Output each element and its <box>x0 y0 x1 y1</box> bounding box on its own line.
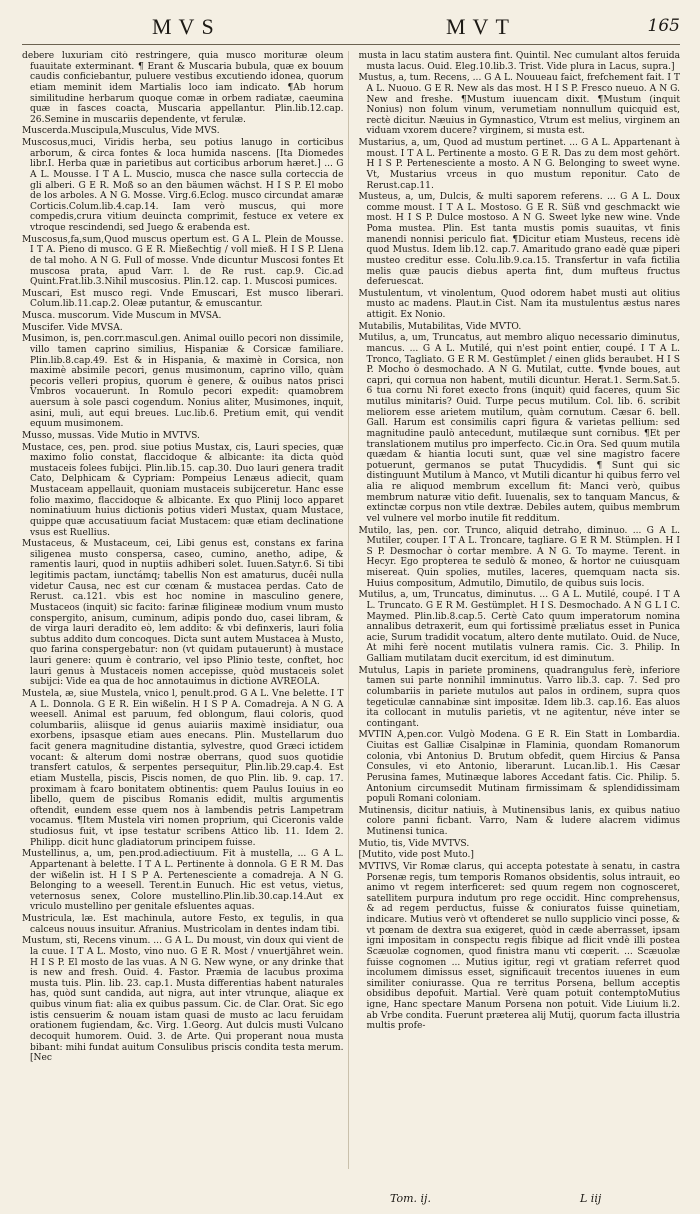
dictionary-entry: Mustaceus, & Mustaceum, cei, Libi genus est, constans ex farina siligenea musto conspersa, caseo, cumino, anetho, adipe, & ramentis lauri, quod in nuptiis adhiberi solet. Iuuen.Satyr.6. Si tibi legitimis pactam, iunctámq; tabellis Non est amaturus, ducêi nulla videtur Causa, nec est cur cœnam & mustacea perdas. Cato de Rerust. ca.121. vbis est hoc nomine in masculino genere, Mustaceos (inquit) sic facito: farinæ filigineæ modium vnum musto conspergito, anisum, cuminum, adipis pondo duo, casei libram, & de virga lauri deradito eò, lem addito: & vbi definxeris, lauri folia subtus addito dum concoques. Dicta sunt autem Mustacea à Musto, quo farina conspergebatur: non (vt quidam putauerunt) à mustace lauri genere: quum è contrario, vel ipso Plinio teste, conftet, hoc lauri genus à Mustaceis nomen accepisse, quòd mustaceis solet subijci: Vide ea qua de hoc annotauimus in dictione AVREOLA. <box>22 539 344 688</box>
dictionary-entry: Mustricula, læ. Est machinula, autore Festo, ex tegulis, in qua calceus nouus insuitur. Afranius. Mustricolam in dentes indam tibi. <box>22 914 344 935</box>
page-number: 165 <box>647 16 680 36</box>
dictionary-entry: Mustulentum, vt vinolentum, Quod odorem habet musti aut olitius musto ac madens. Plaut.in Cist. Nam ita mustulentus æstus nares attigit. Ex Nonio. <box>358 288 680 320</box>
dictionary-entry: Muscifer. Vide MVSA. <box>22 322 123 333</box>
right-column <box>359 51 681 1169</box>
dictionary-entry: Musso, mussas. Vide Mutio in MVTVS. <box>22 430 200 441</box>
dictionary-entry: Muscari, Est musco regi. Vnde Emuscari, Est musco liberari. Colum.lib.11.cap.2. Oleæ putantur, & emuscantur. <box>22 288 344 310</box>
header-left-word: MVS <box>152 14 221 39</box>
text-columns <box>22 51 680 1169</box>
dictionary-entry: Mutabilis, Mutabilitas, Vide MVTO. <box>358 321 522 332</box>
dictionary-entry: [Mutito, vide post Muto.] <box>358 850 474 861</box>
header-right-word: MVT <box>446 14 516 39</box>
dictionary-entry: MVTIN A,pen.cor. Vulgò Modena. G E R. Ein Statt in Lombardia. Ciuitas est Galliæ Cisalpinæ in Flaminia, quondam Romanorum colonia, vbi Antonius D. Brutum obfedit, quem Hircius & Pansa Consules, vi eto Antonio, liberarunt. Lucan.lib.1. His Cæsar Perusina fames, Mutinæque labores Accedant fatis. Cic. Philip. 5. Antonium circumsedit Mutinam firmissimam & splendidissimam populi Romani coloniam. <box>358 730 680 805</box>
dictionary-entry: Mutulus, Lapis in pariete prominens, quadrangulus ferè, inferiore tamen sui parte nonnihil imminutus. Varro lib.3. cap. 7. Sed pro columbariis in pariete mutulos aut palos in ordinem, supra quos tegeticulæ cannabinæ sint impositæ. Idem lib.3. cap.16. Eas aluos ita collocant in mutulis parietis, vt ne agitentur, néve inter se contingant. <box>358 665 680 729</box>
dictionary-entry: Mutilus, a, um, Truncatus, aut membro aliquo necessario diminutus, mancus. ... G A L. Mutilé, qui n'est point entier, coupé. I T A L. Tronco, Tagliato. G E R M. Gestümplet / einen glids beraubet. H I S P. Mocho ò desmochado. A N G. Mutilat, cutte. ¶vnde boues, aut capri, qui cornua non habent, mutili dicuntur. Herat.1. Serm.Sat.5. 6 tua cornu Ni foret execto frons (inquit) quid faceres, quum Sic mutilus minitaris? Ouid. Turpe pecus mutilum. Col. lib. 6. scribit meliorem esse arietem mutilum, quàm cornutum. Cæsar 6. bell. Gall. Harum est consimilis capri figura & varietas pellium: sed magnitudine paulò antecedunt, mutilæque sunt cornibus. ¶Et per translationem mutilus pro imperfecto. Cic.in Ora. Sed quum mutila quædam & hiantia locuti sunt, quæ vel sine magistro facere potuerunt, germanos se putat Thucydidis. ¶ Sunt qui sic distinguunt Mutilum à Manco, vt Mutili dicantur hi quibus ferro vel alia re aliquod membrum excellum fit: Manci verò, quibus membrum naturæ vitio defit. Iuuenalis, sex to tanquam Mancus, & extinctæ corpus non vtile dextræ. Debiles autem, quibus membrum vel vulnere vel morbo inutile fit redditum. <box>358 333 680 524</box>
dictionary-entry: Muscosus,muci, Viridis herba, seu potius lanugo in corticibus arborum, & circa fontes & loca humida nascens. [Ita Diomedes libr.I. Herba quæ in parietibus aut corticibus arborum hæret.] ... G A L. Mousse. I T A L. Muscio, musca che nasce sulla corteccia de gli alberi. G E R. Moß so an den bäumen wächst. H I S P. El mobo de los arboles. A N G. Mosse. Virg.6.Eclog. musco circundat amaræ Corticis.Colum.lib.4.cap.14. Iam verò muscus, qui more compedis,crura vitium deuincta comprimit, festuce ex vetere ex vtroque rescindendi, sed Juego & erabenda est. <box>22 138 344 233</box>
dictionary-entry: Mustus, a, tum. Recens, ... G A L. Nouueau faict, frefchement fait. I T A L. Nuouo. G E R. New als das most. H I S P. Fresco nueuo. A N G. New and freshe. ¶Mustum iuuencam dixit. ¶Mustum (inquit Nonius) non folum vinum, verumetiam nonnullum quicquid est, rectè dicitur. Næuius in Gymnastico, Vtrum est melius, virginem an viduam vxorem ducere? virginem, si musta est. <box>358 73 680 137</box>
dictionary-entry: Mutinensis, dicitur natiuis, à Mutinensibus lanis, ex quibus natiuo colore panni ficbant. Varro, Nam & ludere alacrem vidimus Mutinensi tunica. <box>358 805 680 837</box>
dictionary-entry: MVTIVS, Vir Romæ clarus, qui accepta potestate à senatu, in castra Porsenæ regis, tum temporis Romanos obsidentis, solus intrauit, eo animo vt regem interficeret: sed quum regem non cognosceret, satellitem purpura indutum pro rege occidit. Hinc comprehensus, & ad regem perductus, fuisse & coniuratos fuisse quinetiam, indicare. Mutius verò vt oftenderet se nullo supplicio vinci posse, & vt pœnam de dextra sua exigeret, quòd in cæde aberrasset, ipsam igni impositam in conspectu regis fibique ad flicit vndè illi postea Scæuolæ cognomen, quod finistra manu vti cœperit. ... Scæuolæ fuisse cognomen ... Mutius igitur, regi vt gratiam referret quod incolumem dimissus esset, significauit trecentos iuuenes in eum similiter coniurasse. Qua re territus Porsena, bellum acceptis obsidibus depofuit. Martial. Verè quam potuit contemptoMutius igne, Hanc spectare Manum Porsena non potuit. Vide Liuium li.2. ab Vrbe condita. Fuerunt præterea alij Mutij, quorum facta illustria multis profe- <box>358 861 680 1032</box>
dictionary-entry: Mustum, sti, Recens vinum. ... G A L. Du moust, vin doux qui vient de la cuue. I T A L. Mosto, vino nuo. G E R. Most / vnuertjähret wein. H I S P. El mosto de las vuas. A N G. New wyne, or any drinke that is new and fresh. Ouid. 4. Fastor. Præmia de lacubus proxima musta tuis. Plin. lib. 23. cap.1. Musta differentias habent naturales has, quòd sunt candida, aut nigra, aut inter vtrunque, aliaque ex quibus vinum fiat: alia ex quibus passum. Cic. de Clar. Orat. Sic ego istis censuerim & nouam istam quasi de musto ac lacu feruidam orationem fugiendam, &c. Virg. 1.Georg. Aut dulcis musti Vulcano decoquit humorem. Ouid. 3. de Arte. Qui properant noua musta bibant: mihi fundat auitum Consulibus priscis condita testa merum. [Nec <box>22 936 344 1064</box>
dictionary-entry: Musimon, is, pen.corr.mascul.gen. Animal ouillo pecori non dissimile, villo tamen caprino similius, Hispaniæ & Corsicæ familiare. Plin.lib.8.cap.49. Est & in Hispania, & maximè in Corsica, non maximè absimile pecori, genus musimonum, caprino villo, quàm pecoris velleri propius, quorum è genere, & ouibus natos prisci Vmbros vocauerunt. In Romulo pecori expedit: quamobrem auersum à sole pasci cogendum. Nonius aliter, Musimones, inquit, asini, muli, aut equi breues. Luc.lib.6. Pretium emit, qui vendit equum musimonem. <box>22 334 344 430</box>
dictionary-entry: musta in lacu statim austera fint. Quintil. Nec cumulant altos feruida musta lacus. Ouid. Eleg.10.lib.3. Trist. Vide plura in Lacus, supra.] <box>358 51 680 72</box>
dictionary-entry: debere luxuriam citò restringere, quia musco morituræ oleum fuauitate exterminant. ¶ Erant & Muscaria bubula, quæ ex bouum caudis conficiebantur, puluere vestibus excutiendo idonea, quorum etiam meminit idem Martialis loco iam indicato. ¶Ab horum similitudine herbarum quoque comæ in orbem radiatæ, caeumina quæ in fasces coacta, Muscaria appellantur. Plin.lib.12.cap. 26.Semine in muscariis dependente, vt ferulæ. <box>22 51 344 125</box>
dictionary-entry: Musteus, a, um, Dulcis, & multi saporem referens. ... G A L. Doux comme moust. I T A L. Mostoso. G E R. Süß vnd geschmackt wie most. H I S P. Dulce mostoso. A N G. Sweet lyke new wine. Vnde Poma mustea. Plin. Est tanta mustis pomis suauitas, vt finis manendi nonnisi periculo fiat. ¶Dicitur etiam Musteus, recens idè quod Mustus. Idem lib.12. cap.7. Amaritudo grano eadè quæ piperi musteo creditur esse. Colu.lib.9.ca.15. Transfertur in vafa fictilia melis quæ paucis diebus aperta fint, dum mufteus fructus deferuescat. <box>358 192 680 288</box>
dictionary-entry: Mutilus, a, um, Truncatus, diminutus. ... G A L. Mutilé, coupé. I T A L. Truncato. G E R M. Gestümplet. H I S. Desmochado. A N G L I C. Maymed. Plin.lib.8.cap.5. Certè Cato quum imperatorum nomina annalibus detraxerit, eum qui fortissimè præliatus esset in Punica acie, Surum tradidit vocatum, altero dente mutilato. Ouid. de Nuce, At mihi ferè nocent mutilatis vulnera ramis. Cic. 3. Philip. In Galliam mutilatam ducit exercitum, id est diminutum. <box>358 590 680 664</box>
dictionary-entry: Mutilo, las, pen. cor. Trunco, aliquid detraho, diminuo. ... G A L. Mutiler, couper. I T A L. Troncare, tagliare. G E R M. Stümplen. H I S P. Desmochar ò cortar membre. A N G. To mayme. Terent. in Hecyr. Ego propterea te sedulò & moneo, & hortor ne cuiusquam misereat. Quin spolies, mutiles, laceres, quemquam nacta sis. Huius compositum, Admutilo, Dimutilo, de quibus suis locis. <box>358 525 680 589</box>
page-footer <box>0 1192 700 1208</box>
left-column <box>22 51 349 1169</box>
signature-mark: Tom. ij. <box>390 1192 431 1205</box>
running-header <box>22 14 680 45</box>
dictionary-entry: Muscerda.Muscipula,Musculus, Vide MVS. <box>22 126 220 137</box>
dictionary-entry: Musca. muscorum. Vide Muscum in MVSA. <box>22 311 222 321</box>
dictionary-entry: Mustela, æ, siue Mustela, vnico l, penult.prod. G A L. Vne belette. I T A L. Donnola. G E R. Ein wißelin. H I S P A. Comadreja. A N G. A weesell. Animal est paruum, fed oblongum, flaui coloris, quod columbariis, aliisque id genus auiariis maximè insidiatur, oua exorbens, ipsasque etiam aues enecans. Plin. Mustellarum duo facit genera magnitudine distantia, sylvestre, quod Græci ictidem vocant: & alterum domi nostræ oberrans, quod suos quotidie transfert catulos, & serpentes persequitur, Plin.lib.29.cap.4. Est etiam Mustella, piscis, Piscis nomen, de quo Plin. lib. 9. cap. 17. proximam à fcaro bonitatem obtinentis: quem Paulus Iouius in eo libello, quem de piscibus Romanis edidit, multis argumentis oftendit, eundem esse quem nos à lambendis petris Lampetram vocamus. ¶Item Mustela viri nomen proprium, qui Ciceronis valde studiosus fuit, vt ipse testatur scribens Attico lib. 11. Idem 2. Philipp. dicit hunc gladiatorum principem fuisse. <box>22 688 344 848</box>
dictionary-entry: Mustellinus, a, um, pen.prod.adiectiuum. Fit à mustella, ... G A L. Appartenant à belette. I T A L. Pertinente à donnola. G E R M. Das der wißelin ist. H I S P A. Pertenesciente a comadreja. A N G. Belonging to a weesell. Terent.in Eunuch. Hic est vetus, vietus, veternosus senex, Colore mustellino.Plin.lib.30.cap.14.Aut ex vriculo mustellino per genitale efsluentes aquas. <box>22 849 344 913</box>
dictionary-entry: Mustarius, a, um, Quod ad mustum pertinet. ... G A L. Appartenant à moust. I T A L. Pertinente a mosto. G E R. Das zu dem most gehört. H I S P. Pertenesciente a mosto. A N G. Belonging to sweet wyne. Vt, Mustarius vrceus in quo mustum reponitur. Cato de Rerust.cap.11. <box>358 138 680 191</box>
dictionary-entry: Mutio, tis, Vide MVTVS. <box>358 838 470 849</box>
dictionary-entry: Muscosus,fa,sum,Quod muscus opertum est. G A L. Plein de Mousse. I T A. Pieno di musco. G E R. Mießechtig / voll mieß. H I S P. Llena de tal moho. A N G. Full of mosse. Vnde dicuntur Muscosi fontes Et muscosa prata, apud Varr. l. de Re rust. cap.9. Cic.ad Quint.Frat.lib.3.Nihil muscosius. Plin.12. cap. 1. Muscosi pumices. <box>22 234 344 288</box>
catchword: L iij <box>580 1192 602 1205</box>
dictionary-entry: Mustace, ces, pen. prod. siue potius Mustax, cis, Lauri species, quæ maximo folio constat, flaccidoque & albicante: ita dicta quòd mustaceis folees fubijci. Plin.lib.15. cap.30. Duo lauri genera tradit Cato, Delphicam & Cypriam: Pompeius Lenæus adiecit, quam Mustaceam appellauit, quoniam mustaceis subijceretur. Hanc esse folio maximo, flaccidoque & albicante. Ex quo Plinij loco apparet nominatiuum huius dictionis potius videri Mustax, quam Mustace, quippe quæ accusatiuum faciat Mustacem: quæ etiam declinatione vsus est Ruellius. <box>22 442 344 538</box>
